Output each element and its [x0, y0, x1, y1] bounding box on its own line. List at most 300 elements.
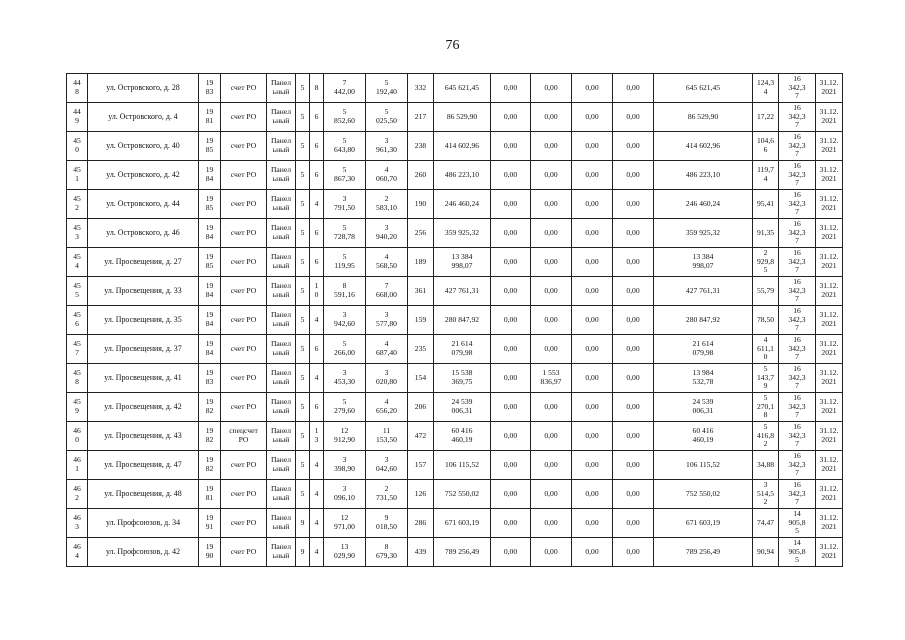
cell-address: ул. Островского, д. 4 — [88, 103, 199, 132]
cell-residents: 472 — [408, 422, 434, 451]
cell-living-area: 8 679,30 — [366, 538, 408, 567]
cell-total-cost: 13 384 998,07 — [434, 248, 491, 277]
cell-residents: 286 — [408, 509, 434, 538]
cell-living-area: 3 940,20 — [366, 219, 408, 248]
cell-cost-col-4: 0,00 — [572, 248, 613, 277]
cell-living-area: 3 577,80 — [366, 306, 408, 335]
cell-living-area: 2 583,10 — [366, 190, 408, 219]
cell-limit-cost: 16 342,3 7 — [779, 219, 816, 248]
cell-total-area: 5 119,95 — [324, 248, 366, 277]
cell-year-built: 19 90 — [199, 538, 221, 567]
cell-living-area: 4 656,20 — [366, 393, 408, 422]
cell-address: ул. Просвещения, д. 33 — [88, 277, 199, 306]
cell-living-area: 5 192,40 — [366, 74, 408, 103]
cell-entrances: 6 — [310, 335, 324, 364]
table-row — [67, 74, 843, 103]
cell-wall-material: Панел ьный — [267, 393, 296, 422]
cell-completion-date: 31.12. 2021 — [816, 393, 843, 422]
cell-row-number: 45 4 — [67, 248, 88, 277]
cell-wall-material: Панел ьный — [267, 480, 296, 509]
cell-row-number: 46 4 — [67, 538, 88, 567]
cell-cost-col-5: 0,00 — [613, 306, 654, 335]
cell-account-type: счет РО — [221, 393, 267, 422]
cell-total-area: 12 971,00 — [324, 509, 366, 538]
cell-cost-col-2: 0,00 — [491, 509, 531, 538]
cell-cost-owners: 280 847,92 — [654, 306, 753, 335]
cell-residents: 238 — [408, 132, 434, 161]
cell-row-number: 46 1 — [67, 451, 88, 480]
cell-floors: 5 — [296, 480, 310, 509]
cell-limit-cost: 16 342,3 7 — [779, 103, 816, 132]
cell-floors: 5 — [296, 190, 310, 219]
cell-entrances: 1 0 — [310, 277, 324, 306]
cell-row-number: 45 5 — [67, 277, 88, 306]
cell-cost-col-5: 0,00 — [613, 161, 654, 190]
cell-cost-col-5: 0,00 — [613, 509, 654, 538]
cell-cost-col-2: 0,00 — [491, 248, 531, 277]
cell-year-built: 19 81 — [199, 103, 221, 132]
cell-cost-col-4: 0,00 — [572, 422, 613, 451]
cell-living-area: 4 687,40 — [366, 335, 408, 364]
table-row — [67, 451, 843, 480]
cell-account-type: счет РО — [221, 509, 267, 538]
cell-cost-col-3: 0,00 — [531, 161, 572, 190]
cell-total-cost: 106 115,52 — [434, 451, 491, 480]
cell-cost-per-sqm: 90,94 — [753, 538, 779, 567]
cell-completion-date: 31.12. 2021 — [816, 132, 843, 161]
cell-cost-owners: 359 925,32 — [654, 219, 753, 248]
cell-total-cost: 24 539 006,31 — [434, 393, 491, 422]
table-row — [67, 132, 843, 161]
cell-living-area: 5 025,50 — [366, 103, 408, 132]
cell-cost-owners: 789 256,49 — [654, 538, 753, 567]
cell-total-area: 3 096,10 — [324, 480, 366, 509]
cell-cost-per-sqm: 95,41 — [753, 190, 779, 219]
cell-address: ул. Островского, д. 44 — [88, 190, 199, 219]
cell-floors: 5 — [296, 364, 310, 393]
cell-total-cost: 60 416 460,19 — [434, 422, 491, 451]
cell-living-area: 3 042,60 — [366, 451, 408, 480]
table-row — [67, 509, 843, 538]
cell-row-number: 45 0 — [67, 132, 88, 161]
cell-address: ул. Просвещения, д. 42 — [88, 393, 199, 422]
cell-living-area: 3 961,30 — [366, 132, 408, 161]
cell-year-built: 19 84 — [199, 219, 221, 248]
cell-entrances: 4 — [310, 480, 324, 509]
cell-living-area: 9 018,50 — [366, 509, 408, 538]
cell-total-area: 5 266,00 — [324, 335, 366, 364]
table-row — [67, 277, 843, 306]
cell-residents: 260 — [408, 161, 434, 190]
cell-entrances: 4 — [310, 538, 324, 567]
cell-residents: 439 — [408, 538, 434, 567]
cell-year-built: 19 84 — [199, 306, 221, 335]
cell-cost-per-sqm: 119,7 4 — [753, 161, 779, 190]
cell-living-area: 4 060,70 — [366, 161, 408, 190]
cell-residents: 235 — [408, 335, 434, 364]
cell-cost-col-4: 0,00 — [572, 161, 613, 190]
cell-entrances: 4 — [310, 364, 324, 393]
cell-total-area: 8 591,16 — [324, 277, 366, 306]
cell-floors: 5 — [296, 74, 310, 103]
cell-cost-col-5: 0,00 — [613, 277, 654, 306]
cell-total-area: 5 728,78 — [324, 219, 366, 248]
cell-entrances: 6 — [310, 248, 324, 277]
cell-residents: 157 — [408, 451, 434, 480]
cell-cost-col-5: 0,00 — [613, 219, 654, 248]
cell-year-built: 19 84 — [199, 161, 221, 190]
table-row — [67, 306, 843, 335]
cell-cost-col-3: 0,00 — [531, 74, 572, 103]
cell-wall-material: Панел ьный — [267, 219, 296, 248]
cell-limit-cost: 16 342,3 7 — [779, 306, 816, 335]
cell-limit-cost: 16 342,3 7 — [779, 335, 816, 364]
cell-limit-cost: 16 342,3 7 — [779, 451, 816, 480]
cell-total-area: 5 867,30 — [324, 161, 366, 190]
cell-cost-owners: 752 550,02 — [654, 480, 753, 509]
cell-wall-material: Панел ьный — [267, 190, 296, 219]
cell-total-cost: 21 614 079,98 — [434, 335, 491, 364]
cell-cost-col-2: 0,00 — [491, 277, 531, 306]
cell-completion-date: 31.12. 2021 — [816, 306, 843, 335]
cell-wall-material: Панел ьный — [267, 335, 296, 364]
cell-account-type: счет РО — [221, 480, 267, 509]
table-row — [67, 422, 843, 451]
table-row — [67, 480, 843, 509]
cell-row-number: 45 6 — [67, 306, 88, 335]
cell-wall-material: Панел ьный — [267, 74, 296, 103]
cell-address: ул. Профсоюзов, д. 34 — [88, 509, 199, 538]
cell-cost-owners: 106 115,52 — [654, 451, 753, 480]
cell-year-built: 19 82 — [199, 393, 221, 422]
cell-entrances: 1 3 — [310, 422, 324, 451]
table-row — [67, 161, 843, 190]
cell-cost-per-sqm: 4 611,1 0 — [753, 335, 779, 364]
cell-cost-col-5: 0,00 — [613, 103, 654, 132]
cell-floors: 5 — [296, 451, 310, 480]
cell-address: ул. Островского, д. 28 — [88, 74, 199, 103]
cell-limit-cost: 14 905,8 5 — [779, 509, 816, 538]
cell-residents: 206 — [408, 393, 434, 422]
cell-limit-cost: 16 342,3 7 — [779, 277, 816, 306]
cell-total-cost: 414 602,96 — [434, 132, 491, 161]
cell-address: ул. Просвещения, д. 47 — [88, 451, 199, 480]
cell-residents: 126 — [408, 480, 434, 509]
cell-cost-per-sqm: 2 929,8 5 — [753, 248, 779, 277]
cell-completion-date: 31.12. 2021 — [816, 103, 843, 132]
cell-cost-col-5: 0,00 — [613, 335, 654, 364]
cell-limit-cost: 16 342,3 7 — [779, 422, 816, 451]
cell-address: ул. Просвещения, д. 43 — [88, 422, 199, 451]
cell-cost-col-3: 0,00 — [531, 538, 572, 567]
cell-completion-date: 31.12. 2021 — [816, 480, 843, 509]
cell-entrances: 4 — [310, 190, 324, 219]
cell-year-built: 19 84 — [199, 335, 221, 364]
cell-total-area: 3 453,30 — [324, 364, 366, 393]
cell-cost-col-4: 0,00 — [572, 190, 613, 219]
cell-address: ул. Островского, д. 42 — [88, 161, 199, 190]
cell-total-cost: 15 538 369,75 — [434, 364, 491, 393]
cell-total-cost: 86 529,90 — [434, 103, 491, 132]
cell-cost-col-4: 0,00 — [572, 219, 613, 248]
cell-cost-col-3: 0,00 — [531, 248, 572, 277]
cell-completion-date: 31.12. 2021 — [816, 538, 843, 567]
cell-total-cost: 280 847,92 — [434, 306, 491, 335]
cell-completion-date: 31.12. 2021 — [816, 335, 843, 364]
cell-residents: 190 — [408, 190, 434, 219]
cell-limit-cost: 16 342,3 7 — [779, 161, 816, 190]
cell-total-cost: 486 223,10 — [434, 161, 491, 190]
cell-entrances: 6 — [310, 393, 324, 422]
cell-cost-owners: 13 984 532,78 — [654, 364, 753, 393]
cell-cost-col-2: 0,00 — [491, 335, 531, 364]
cell-cost-col-5: 0,00 — [613, 451, 654, 480]
cell-living-area: 11 153,50 — [366, 422, 408, 451]
cell-floors: 5 — [296, 132, 310, 161]
cell-cost-owners: 246 460,24 — [654, 190, 753, 219]
cell-year-built: 19 82 — [199, 422, 221, 451]
cell-row-number: 44 8 — [67, 74, 88, 103]
cell-cost-col-2: 0,00 — [491, 103, 531, 132]
cell-total-cost: 789 256,49 — [434, 538, 491, 567]
housing-registry-table — [66, 73, 843, 567]
cell-total-cost: 427 761,31 — [434, 277, 491, 306]
cell-cost-col-5: 0,00 — [613, 364, 654, 393]
cell-total-area: 7 442,00 — [324, 74, 366, 103]
cell-cost-per-sqm: 91,35 — [753, 219, 779, 248]
cell-limit-cost: 16 342,3 7 — [779, 393, 816, 422]
cell-cost-per-sqm: 5 270,1 8 — [753, 393, 779, 422]
cell-cost-col-2: 0,00 — [491, 306, 531, 335]
cell-cost-col-3: 0,00 — [531, 480, 572, 509]
cell-cost-col-2: 0,00 — [491, 393, 531, 422]
cell-limit-cost: 14 905,8 5 — [779, 538, 816, 567]
cell-limit-cost: 16 342,3 7 — [779, 364, 816, 393]
cell-row-number: 45 9 — [67, 393, 88, 422]
cell-entrances: 8 — [310, 74, 324, 103]
cell-floors: 5 — [296, 103, 310, 132]
cell-total-area: 5 279,60 — [324, 393, 366, 422]
cell-cost-col-4: 0,00 — [572, 306, 613, 335]
cell-total-cost: 359 925,32 — [434, 219, 491, 248]
cell-account-type: счет РО — [221, 74, 267, 103]
cell-cost-per-sqm: 74,47 — [753, 509, 779, 538]
cell-total-cost: 645 621,45 — [434, 74, 491, 103]
cell-cost-per-sqm: 124,3 4 — [753, 74, 779, 103]
cell-year-built: 19 84 — [199, 277, 221, 306]
cell-cost-col-3: 0,00 — [531, 132, 572, 161]
cell-cost-col-3: 1 553 836,97 — [531, 364, 572, 393]
cell-cost-owners: 671 603,19 — [654, 509, 753, 538]
cell-cost-col-5: 0,00 — [613, 248, 654, 277]
cell-wall-material: Панел ьный — [267, 161, 296, 190]
cell-cost-col-2: 0,00 — [491, 132, 531, 161]
cell-cost-col-4: 0,00 — [572, 277, 613, 306]
cell-cost-per-sqm: 55,79 — [753, 277, 779, 306]
cell-account-type: счет РО — [221, 364, 267, 393]
cell-year-built: 19 81 — [199, 480, 221, 509]
cell-address: ул. Островского, д. 40 — [88, 132, 199, 161]
cell-entrances: 6 — [310, 103, 324, 132]
cell-completion-date: 31.12. 2021 — [816, 364, 843, 393]
cell-address: ул. Профсоюзов, д. 42 — [88, 538, 199, 567]
cell-wall-material: Панел ьный — [267, 422, 296, 451]
table-row — [67, 248, 843, 277]
cell-residents: 361 — [408, 277, 434, 306]
cell-account-type: счет РО — [221, 277, 267, 306]
cell-cost-owners: 86 529,90 — [654, 103, 753, 132]
cell-limit-cost: 16 342,3 7 — [779, 480, 816, 509]
cell-residents: 217 — [408, 103, 434, 132]
table-row — [67, 103, 843, 132]
cell-cost-owners: 60 416 460,19 — [654, 422, 753, 451]
cell-floors: 5 — [296, 277, 310, 306]
cell-cost-owners: 13 384 998,07 — [654, 248, 753, 277]
cell-account-type: спецсчет РО — [221, 422, 267, 451]
cell-completion-date: 31.12. 2021 — [816, 509, 843, 538]
cell-cost-col-2: 0,00 — [491, 74, 531, 103]
cell-residents: 154 — [408, 364, 434, 393]
cell-living-area: 2 731,50 — [366, 480, 408, 509]
cell-living-area: 3 020,80 — [366, 364, 408, 393]
cell-cost-per-sqm: 17,22 — [753, 103, 779, 132]
cell-cost-col-3: 0,00 — [531, 103, 572, 132]
cell-wall-material: Панел ьный — [267, 306, 296, 335]
cell-completion-date: 31.12. 2021 — [816, 190, 843, 219]
cell-residents: 256 — [408, 219, 434, 248]
cell-cost-per-sqm: 78,50 — [753, 306, 779, 335]
cell-floors: 5 — [296, 219, 310, 248]
cell-cost-col-4: 0,00 — [572, 393, 613, 422]
cell-floors: 5 — [296, 393, 310, 422]
cell-total-area: 3 791,50 — [324, 190, 366, 219]
cell-cost-col-5: 0,00 — [613, 480, 654, 509]
cell-wall-material: Панел ьный — [267, 451, 296, 480]
cell-floors: 5 — [296, 248, 310, 277]
cell-address: ул. Просвещения, д. 35 — [88, 306, 199, 335]
cell-year-built: 19 91 — [199, 509, 221, 538]
cell-cost-col-2: 0,00 — [491, 422, 531, 451]
cell-cost-col-2: 0,00 — [491, 190, 531, 219]
cell-row-number: 45 7 — [67, 335, 88, 364]
cell-limit-cost: 16 342,3 7 — [779, 74, 816, 103]
cell-cost-owners: 486 223,10 — [654, 161, 753, 190]
page-number: 76 — [445, 38, 460, 53]
cell-completion-date: 31.12. 2021 — [816, 277, 843, 306]
cell-row-number: 45 8 — [67, 364, 88, 393]
cell-cost-col-3: 0,00 — [531, 219, 572, 248]
registry-body — [67, 74, 843, 567]
cell-year-built: 19 83 — [199, 364, 221, 393]
cell-cost-col-3: 0,00 — [531, 306, 572, 335]
cell-total-area: 5 852,60 — [324, 103, 366, 132]
cell-wall-material: Панел ьный — [267, 277, 296, 306]
cell-wall-material: Панел ьный — [267, 103, 296, 132]
cell-account-type: счет РО — [221, 451, 267, 480]
cell-year-built: 19 85 — [199, 248, 221, 277]
cell-completion-date: 31.12. 2021 — [816, 451, 843, 480]
cell-cost-col-4: 0,00 — [572, 335, 613, 364]
cell-cost-per-sqm: 5 416,8 2 — [753, 422, 779, 451]
table-row — [67, 335, 843, 364]
cell-floors: 5 — [296, 306, 310, 335]
cell-account-type: счет РО — [221, 132, 267, 161]
cell-year-built: 19 82 — [199, 451, 221, 480]
cell-cost-col-3: 0,00 — [531, 509, 572, 538]
cell-cost-col-5: 0,00 — [613, 538, 654, 567]
table-row — [67, 538, 843, 567]
cell-cost-col-4: 0,00 — [572, 74, 613, 103]
cell-entrances: 4 — [310, 306, 324, 335]
cell-total-area: 3 398,90 — [324, 451, 366, 480]
cell-cost-col-3: 0,00 — [531, 190, 572, 219]
cell-year-built: 19 85 — [199, 190, 221, 219]
cell-row-number: 44 9 — [67, 103, 88, 132]
cell-cost-col-5: 0,00 — [613, 132, 654, 161]
cell-total-area: 5 643,80 — [324, 132, 366, 161]
cell-cost-col-3: 0,00 — [531, 393, 572, 422]
cell-row-number: 45 1 — [67, 161, 88, 190]
cell-cost-col-2: 0,00 — [491, 451, 531, 480]
table-row — [67, 393, 843, 422]
cell-wall-material: Панел ьный — [267, 509, 296, 538]
cell-cost-per-sqm: 5 143,7 9 — [753, 364, 779, 393]
cell-year-built: 19 83 — [199, 74, 221, 103]
cell-total-cost: 752 550,02 — [434, 480, 491, 509]
cell-cost-per-sqm: 34,88 — [753, 451, 779, 480]
cell-year-built: 19 85 — [199, 132, 221, 161]
cell-living-area: 4 568,50 — [366, 248, 408, 277]
cell-cost-col-2: 0,00 — [491, 364, 531, 393]
cell-account-type: счет РО — [221, 248, 267, 277]
cell-cost-col-2: 0,00 — [491, 161, 531, 190]
cell-limit-cost: 16 342,3 7 — [779, 190, 816, 219]
cell-residents: 332 — [408, 74, 434, 103]
cell-row-number: 46 2 — [67, 480, 88, 509]
cell-floors: 5 — [296, 422, 310, 451]
cell-cost-col-4: 0,00 — [572, 538, 613, 567]
cell-account-type: счет РО — [221, 538, 267, 567]
cell-cost-col-4: 0,00 — [572, 480, 613, 509]
cell-completion-date: 31.12. 2021 — [816, 161, 843, 190]
cell-floors: 5 — [296, 335, 310, 364]
cell-cost-col-3: 0,00 — [531, 335, 572, 364]
cell-row-number: 46 0 — [67, 422, 88, 451]
cell-completion-date: 31.12. 2021 — [816, 74, 843, 103]
cell-account-type: счет РО — [221, 103, 267, 132]
cell-account-type: счет РО — [221, 219, 267, 248]
cell-row-number: 45 2 — [67, 190, 88, 219]
cell-cost-col-4: 0,00 — [572, 509, 613, 538]
cell-row-number: 45 3 — [67, 219, 88, 248]
cell-row-number: 46 3 — [67, 509, 88, 538]
cell-entrances: 4 — [310, 509, 324, 538]
cell-wall-material: Панел ьный — [267, 538, 296, 567]
table-row — [67, 219, 843, 248]
cell-entrances: 6 — [310, 132, 324, 161]
cell-cost-owners: 24 539 006,31 — [654, 393, 753, 422]
cell-cost-col-3: 0,00 — [531, 422, 572, 451]
cell-cost-col-5: 0,00 — [613, 74, 654, 103]
cell-completion-date: 31.12. 2021 — [816, 422, 843, 451]
cell-cost-col-4: 0,00 — [572, 103, 613, 132]
cell-cost-col-5: 0,00 — [613, 393, 654, 422]
cell-entrances: 4 — [310, 451, 324, 480]
cell-floors: 9 — [296, 509, 310, 538]
table-row — [67, 364, 843, 393]
cell-completion-date: 31.12. 2021 — [816, 219, 843, 248]
cell-limit-cost: 16 342,3 7 — [779, 248, 816, 277]
